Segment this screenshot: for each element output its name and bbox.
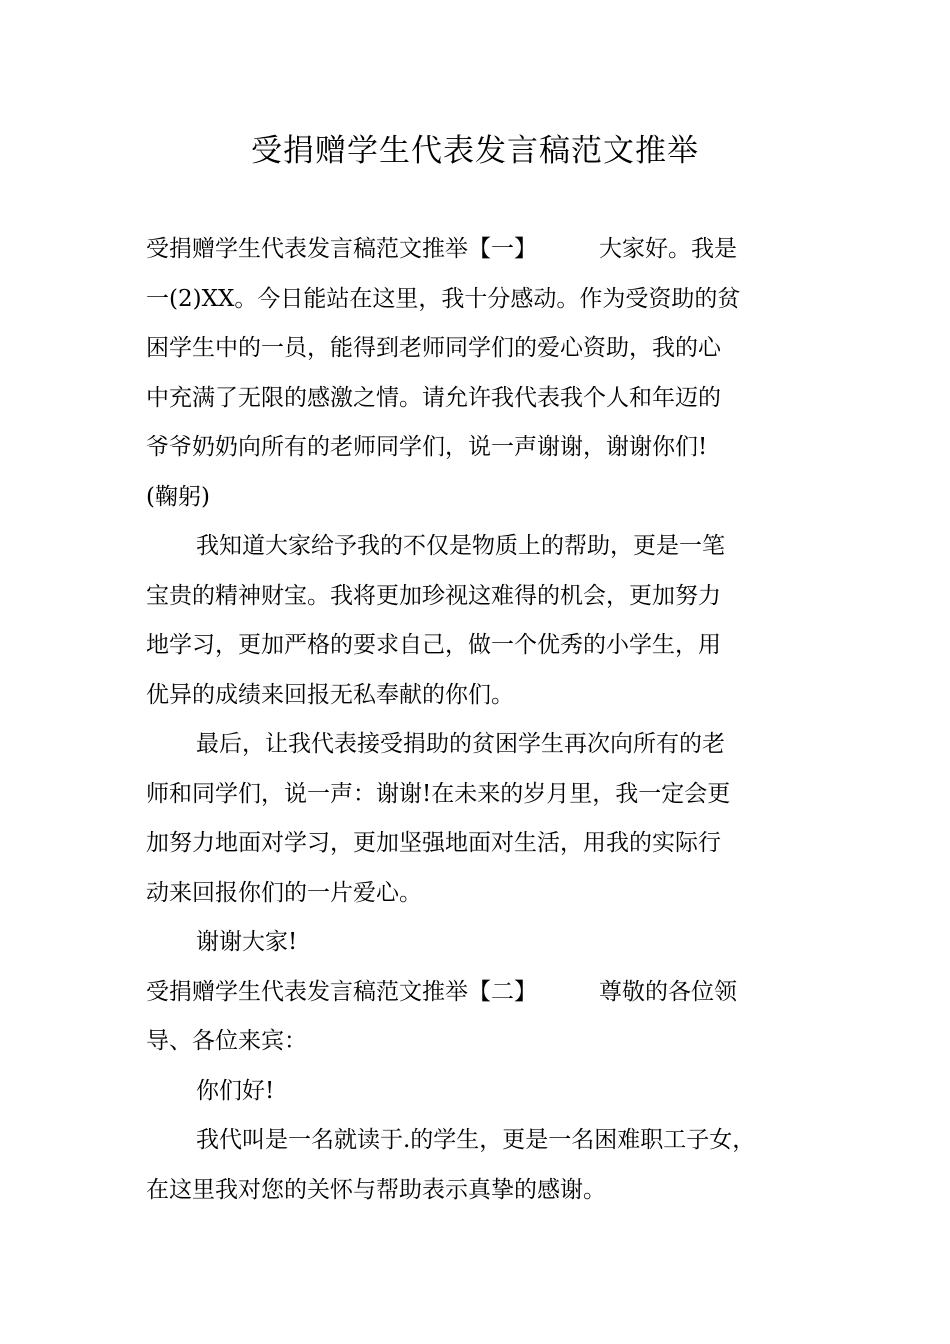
text-line: 在这里我对您的关怀与帮助表示真挚的感谢。 [146, 1176, 606, 1203]
text-line: 我知道大家给予我的不仅是物质上的帮助，更是一笔 [196, 533, 725, 559]
document-body [146, 225, 810, 1215]
text-line: 优异的成绩来回报无私奉献的你们。 [146, 681, 514, 708]
text-line: 中充满了无限的感激之情。请允许我代表我个人和年迈的 [146, 384, 721, 411]
text-line: 导、各位来宾： [146, 1028, 307, 1054]
text-line: 加努力地面对学习，更加坚强地面对生活，用我的实际行 [146, 830, 721, 856]
text-line: 你们好! [196, 1077, 275, 1104]
text-line: 一(2)XX。今日能站在这里，我十分感动。作为受资助的贫 [146, 285, 741, 312]
section-heading-2: 受捐赠学生代表发言稿范文推举【二】 [146, 978, 537, 1005]
text-line: 师和同学们，说一声：谢谢!在未来的岁月里，我一定会更 [146, 780, 731, 807]
text-line: 我代叫是一名就读于.的学生，更是一名困难职工子女， [196, 1127, 756, 1153]
text-line: 动来回报你们的一片爱心。 [146, 879, 422, 906]
text-line: 谢谢大家! [196, 929, 298, 955]
text-line: 爷爷奶奶向所有的老师同学们，说一声谢谢，谢谢你们! [146, 434, 708, 460]
text-line: (鞠躬) [146, 483, 210, 510]
text-line: 地学习，更加严格的要求自己，做一个优秀的小学生，用 [146, 632, 721, 658]
document-title: 受捐赠学生代表发言稿范文推举 [251, 133, 699, 169]
heading-line-2 [146, 968, 810, 1018]
salutation-text: 尊敬的各位领 [599, 978, 737, 1005]
section-heading-1: 受捐赠学生代表发言稿范文推举【一】 [146, 236, 537, 262]
heading-line-1 [146, 225, 810, 275]
text-line: 困学生中的一员，能得到老师同学们的爱心资助，我的心 [146, 335, 721, 361]
text-line: 宝贵的精神财宝。我将更加珍视这难得的机会，更加努力 [146, 582, 721, 609]
greeting-text: 大家好。我是 [599, 236, 737, 262]
text-line: 最后，让我代表接受捐助的贫困学生再次向所有的老 [196, 731, 725, 757]
